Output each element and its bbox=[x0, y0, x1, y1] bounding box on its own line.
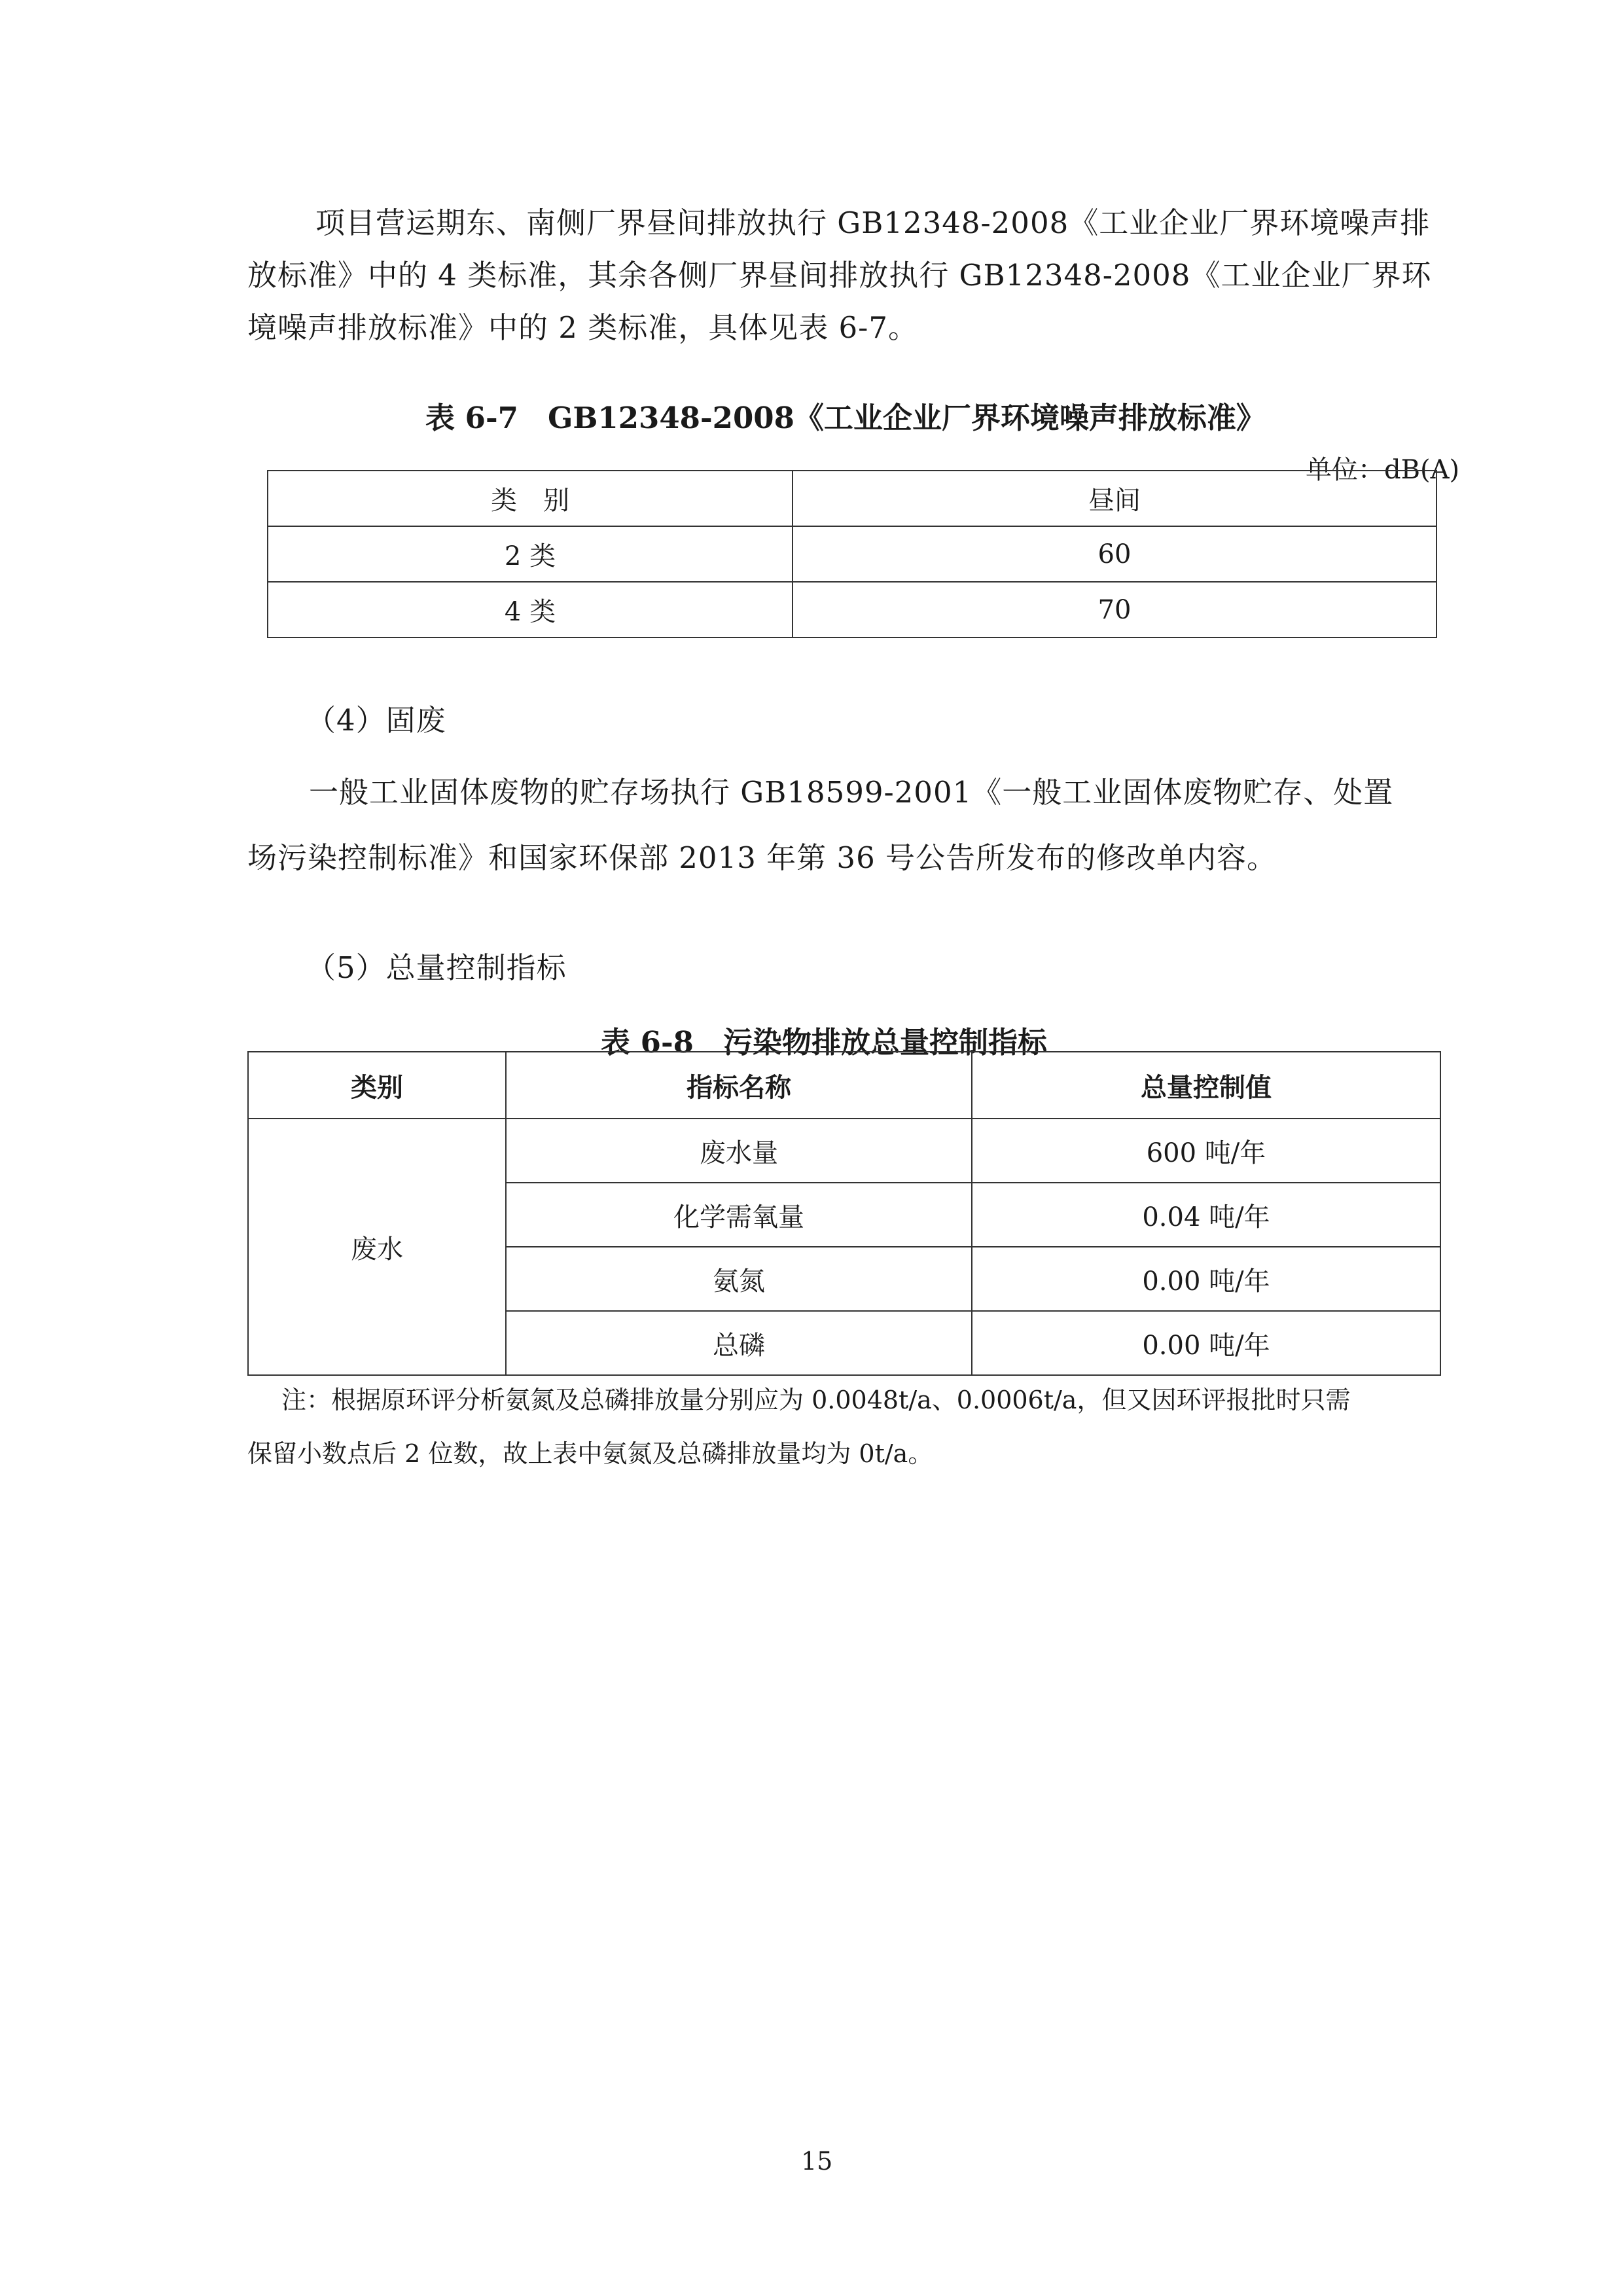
noise-paragraph-line-2: 放标准》中的 4 类标准，其余各侧厂界昼间排放执行 GB12348-2008《工业企业厂界环 bbox=[247, 258, 1432, 293]
table-row bbox=[268, 526, 1436, 582]
column-header-daytime: 昼间 bbox=[793, 471, 1436, 526]
table-cell: 70 bbox=[793, 582, 1436, 637]
column-header-category: 类别 bbox=[248, 1052, 506, 1119]
solid-waste-line-2: 场污染控制标准》和国家环保部 2013 年第 36 号公告所发布的修改单内容。 bbox=[247, 840, 1277, 875]
noise-paragraph-line-3: 境噪声排放标准》中的 2 类标准，具体见表 6-7。 bbox=[247, 310, 919, 345]
column-header-indicator: 指标名称 bbox=[506, 1052, 972, 1119]
total-control-heading: （5）总量控制指标 bbox=[306, 950, 567, 985]
table-6-8-caption: 表 6-8 污染物排放总量控制指标 bbox=[601, 1025, 1047, 1060]
table-cell: 总磷 bbox=[506, 1311, 972, 1375]
pollutant-control-table bbox=[247, 1051, 1441, 1376]
solid-waste-line-1: 一般工业固体废物的贮存场执行 GB18599-2001《一般工业固体废物贮存、处置 bbox=[309, 775, 1394, 810]
table-note-line-1: 注：根据原环评分析氨氮及总磷排放量分别应为 0.0048t/a、0.0006t/a，但又因环评报批时只需 bbox=[281, 1386, 1351, 1414]
page-number: 15 bbox=[801, 2147, 833, 2176]
table-6-7-caption: 表 6-7 GB12348-2008《工业企业厂界环境噪声排放标准》 bbox=[425, 401, 1266, 435]
table-cell: 60 bbox=[793, 526, 1436, 582]
column-header-category: 类 别 bbox=[268, 471, 793, 526]
table-cell: 0.00 吨/年 bbox=[972, 1247, 1440, 1311]
table-cell: 0.04 吨/年 bbox=[972, 1183, 1440, 1247]
column-header-total-value: 总量控制值 bbox=[972, 1052, 1440, 1119]
solid-waste-heading: （4）固废 bbox=[306, 703, 446, 738]
table-cell: 2 类 bbox=[268, 526, 793, 582]
table-header-row bbox=[248, 1052, 1440, 1119]
table-header-row bbox=[268, 471, 1436, 526]
table-cell: 4 类 bbox=[268, 582, 793, 637]
table-row bbox=[248, 1119, 1440, 1183]
noise-paragraph-line-1: 项目营运期东、南侧厂界昼间排放执行 GB12348-2008《工业企业厂界环境噪声排 bbox=[315, 206, 1431, 240]
table-cell: 氨氮 bbox=[506, 1247, 972, 1311]
table-cell: 600 吨/年 bbox=[972, 1119, 1440, 1183]
category-cell-wastewater: 废水 bbox=[248, 1119, 506, 1375]
noise-standard-table bbox=[267, 470, 1437, 638]
table-6-7-unit: 单位：dB(A) bbox=[1306, 455, 1460, 485]
table-note-line-2: 保留小数点后 2 位数，故上表中氨氮及总磷排放量均为 0t/a。 bbox=[247, 1439, 933, 1468]
table-cell: 0.00 吨/年 bbox=[972, 1311, 1440, 1375]
table-row bbox=[268, 582, 1436, 637]
table-cell: 废水量 bbox=[506, 1119, 972, 1183]
table-cell: 化学需氧量 bbox=[506, 1183, 972, 1247]
